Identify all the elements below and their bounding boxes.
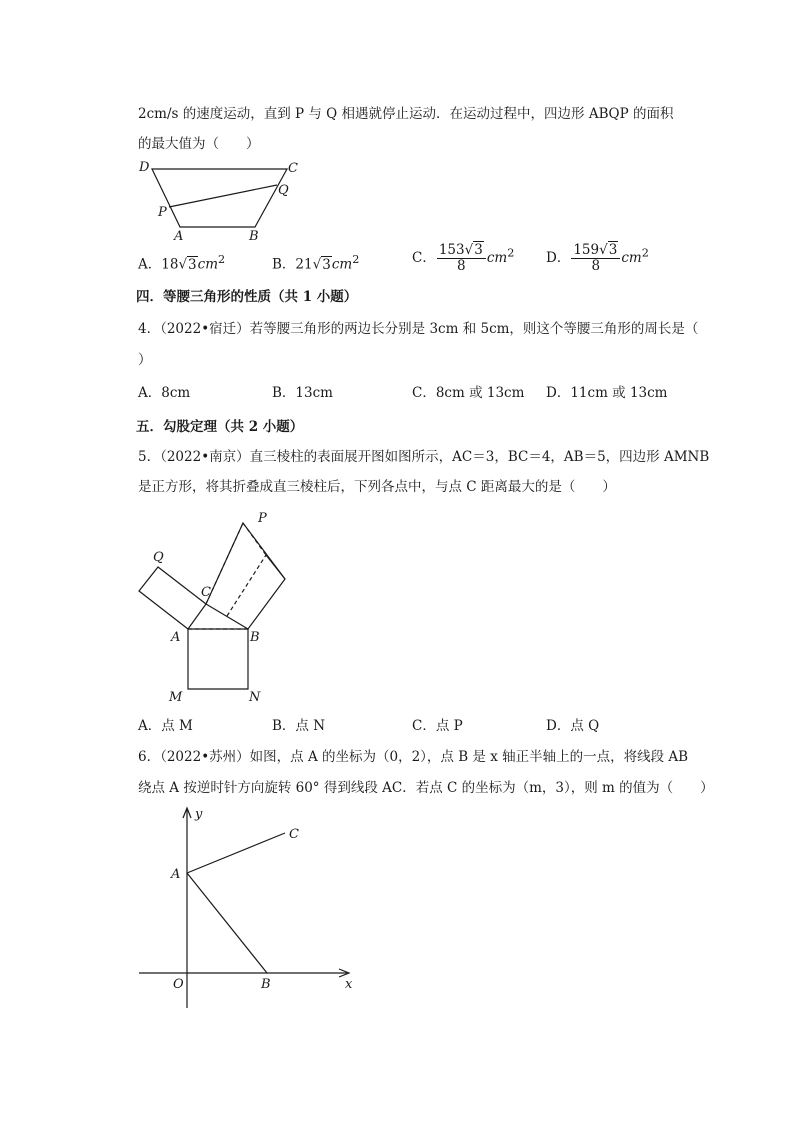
q6-coordinate-figure: [135, 800, 365, 1012]
label-Q: Q: [153, 550, 164, 565]
q5-option-d[interactable]: D．点 Q: [546, 718, 600, 734]
q5-option-c[interactable]: C．点 P: [412, 718, 463, 734]
label-Q: Q: [278, 183, 289, 198]
q5-option-b[interactable]: B．点 N: [272, 718, 326, 734]
label-N: N: [249, 690, 261, 705]
trapezoid-ABCD: [152, 169, 287, 227]
q3-option-b[interactable]: B．$21√3cm^2$: [272, 253, 360, 273]
q3-line1: 2cm/s 的速度运动，直到 P 与 Q 相遇就停止运动．在运动过程中，四边形 ABQP 的面积: [138, 106, 674, 122]
label-C: C: [288, 161, 298, 176]
segment-PQ: [169, 185, 277, 207]
q3-trapezoid-figure: [135, 155, 315, 245]
q4-line2: ）: [138, 352, 152, 368]
q5-line2: 是正方形，将其折叠成直三棱柱后，下列各点中，与点 C 距离最大的是（ ）: [138, 479, 616, 495]
segment-AC: [187, 833, 285, 873]
q6-line2: 绕点 A 按逆时针方向旋转 60° 得到线段 AC．若点 C 的坐标为（m，3），则 m 的值为（ ）: [138, 780, 714, 796]
q4-option-a[interactable]: A．8cm: [138, 385, 191, 401]
q4-line1: 4．（2022•宿迁）若等腰三角形的两边长分别是 3cm 和 5cm，则这个等腰三角形的周长是（: [138, 321, 699, 337]
dashed-mid: [227, 555, 266, 616]
section-5-heading: 五．勾股定理（共 2 小题）: [136, 419, 304, 435]
label-B: B: [261, 977, 271, 992]
triangle-P-fold: [266, 555, 285, 579]
q6-line1: 6．（2022•苏州）如图，点 A 的坐标为（0，2），点 B 是 x 轴正半轴上的一点，将线段 AB: [138, 749, 689, 765]
section-4-heading: 四．等腰三角形的性质（共 1 小题）: [136, 289, 358, 305]
segment-AB: [187, 873, 267, 973]
label-M: M: [169, 690, 183, 705]
q3-option-a[interactable]: A．$18√3cm^2$: [138, 253, 226, 273]
label-P: P: [158, 205, 167, 220]
q3-line2: 的最大值为（ ）: [138, 136, 260, 152]
square-AMNB: [188, 629, 248, 689]
label-C: C: [289, 827, 299, 842]
label-O: O: [173, 977, 184, 992]
label-P: P: [258, 511, 267, 526]
label-A: A: [174, 229, 184, 244]
q5-prism-net-figure: [135, 505, 305, 705]
q3-option-d[interactable]: D． $\frac{159√3}{8}$ $cm^2$: [546, 242, 649, 274]
label-B: B: [249, 229, 259, 244]
q3-option-c[interactable]: C． $\frac{153√3}{8}$ $cm^2$: [412, 242, 515, 274]
label-A: A: [171, 630, 181, 645]
label-D: D: [139, 160, 150, 175]
rect-CBP: [206, 523, 285, 629]
rect-ACQ: [139, 567, 206, 629]
label-A: A: [171, 867, 181, 882]
label-y: y: [195, 807, 203, 822]
q5-line1: 5．（2022•南京）直三棱柱的表面展开图如图所示，AC＝3，BC＝4，AB＝5，四边形 AMNB: [138, 449, 710, 465]
q4-option-c[interactable]: C．8cm 或 13cm: [412, 385, 525, 401]
label-B: B: [250, 630, 260, 645]
q4-option-d[interactable]: D．11cm 或 13cm: [546, 385, 668, 401]
q4-option-b[interactable]: B．13cm: [272, 385, 333, 401]
q5-option-a[interactable]: A．点 M: [138, 718, 193, 734]
label-x: x: [345, 977, 353, 992]
label-C: C: [201, 585, 211, 600]
